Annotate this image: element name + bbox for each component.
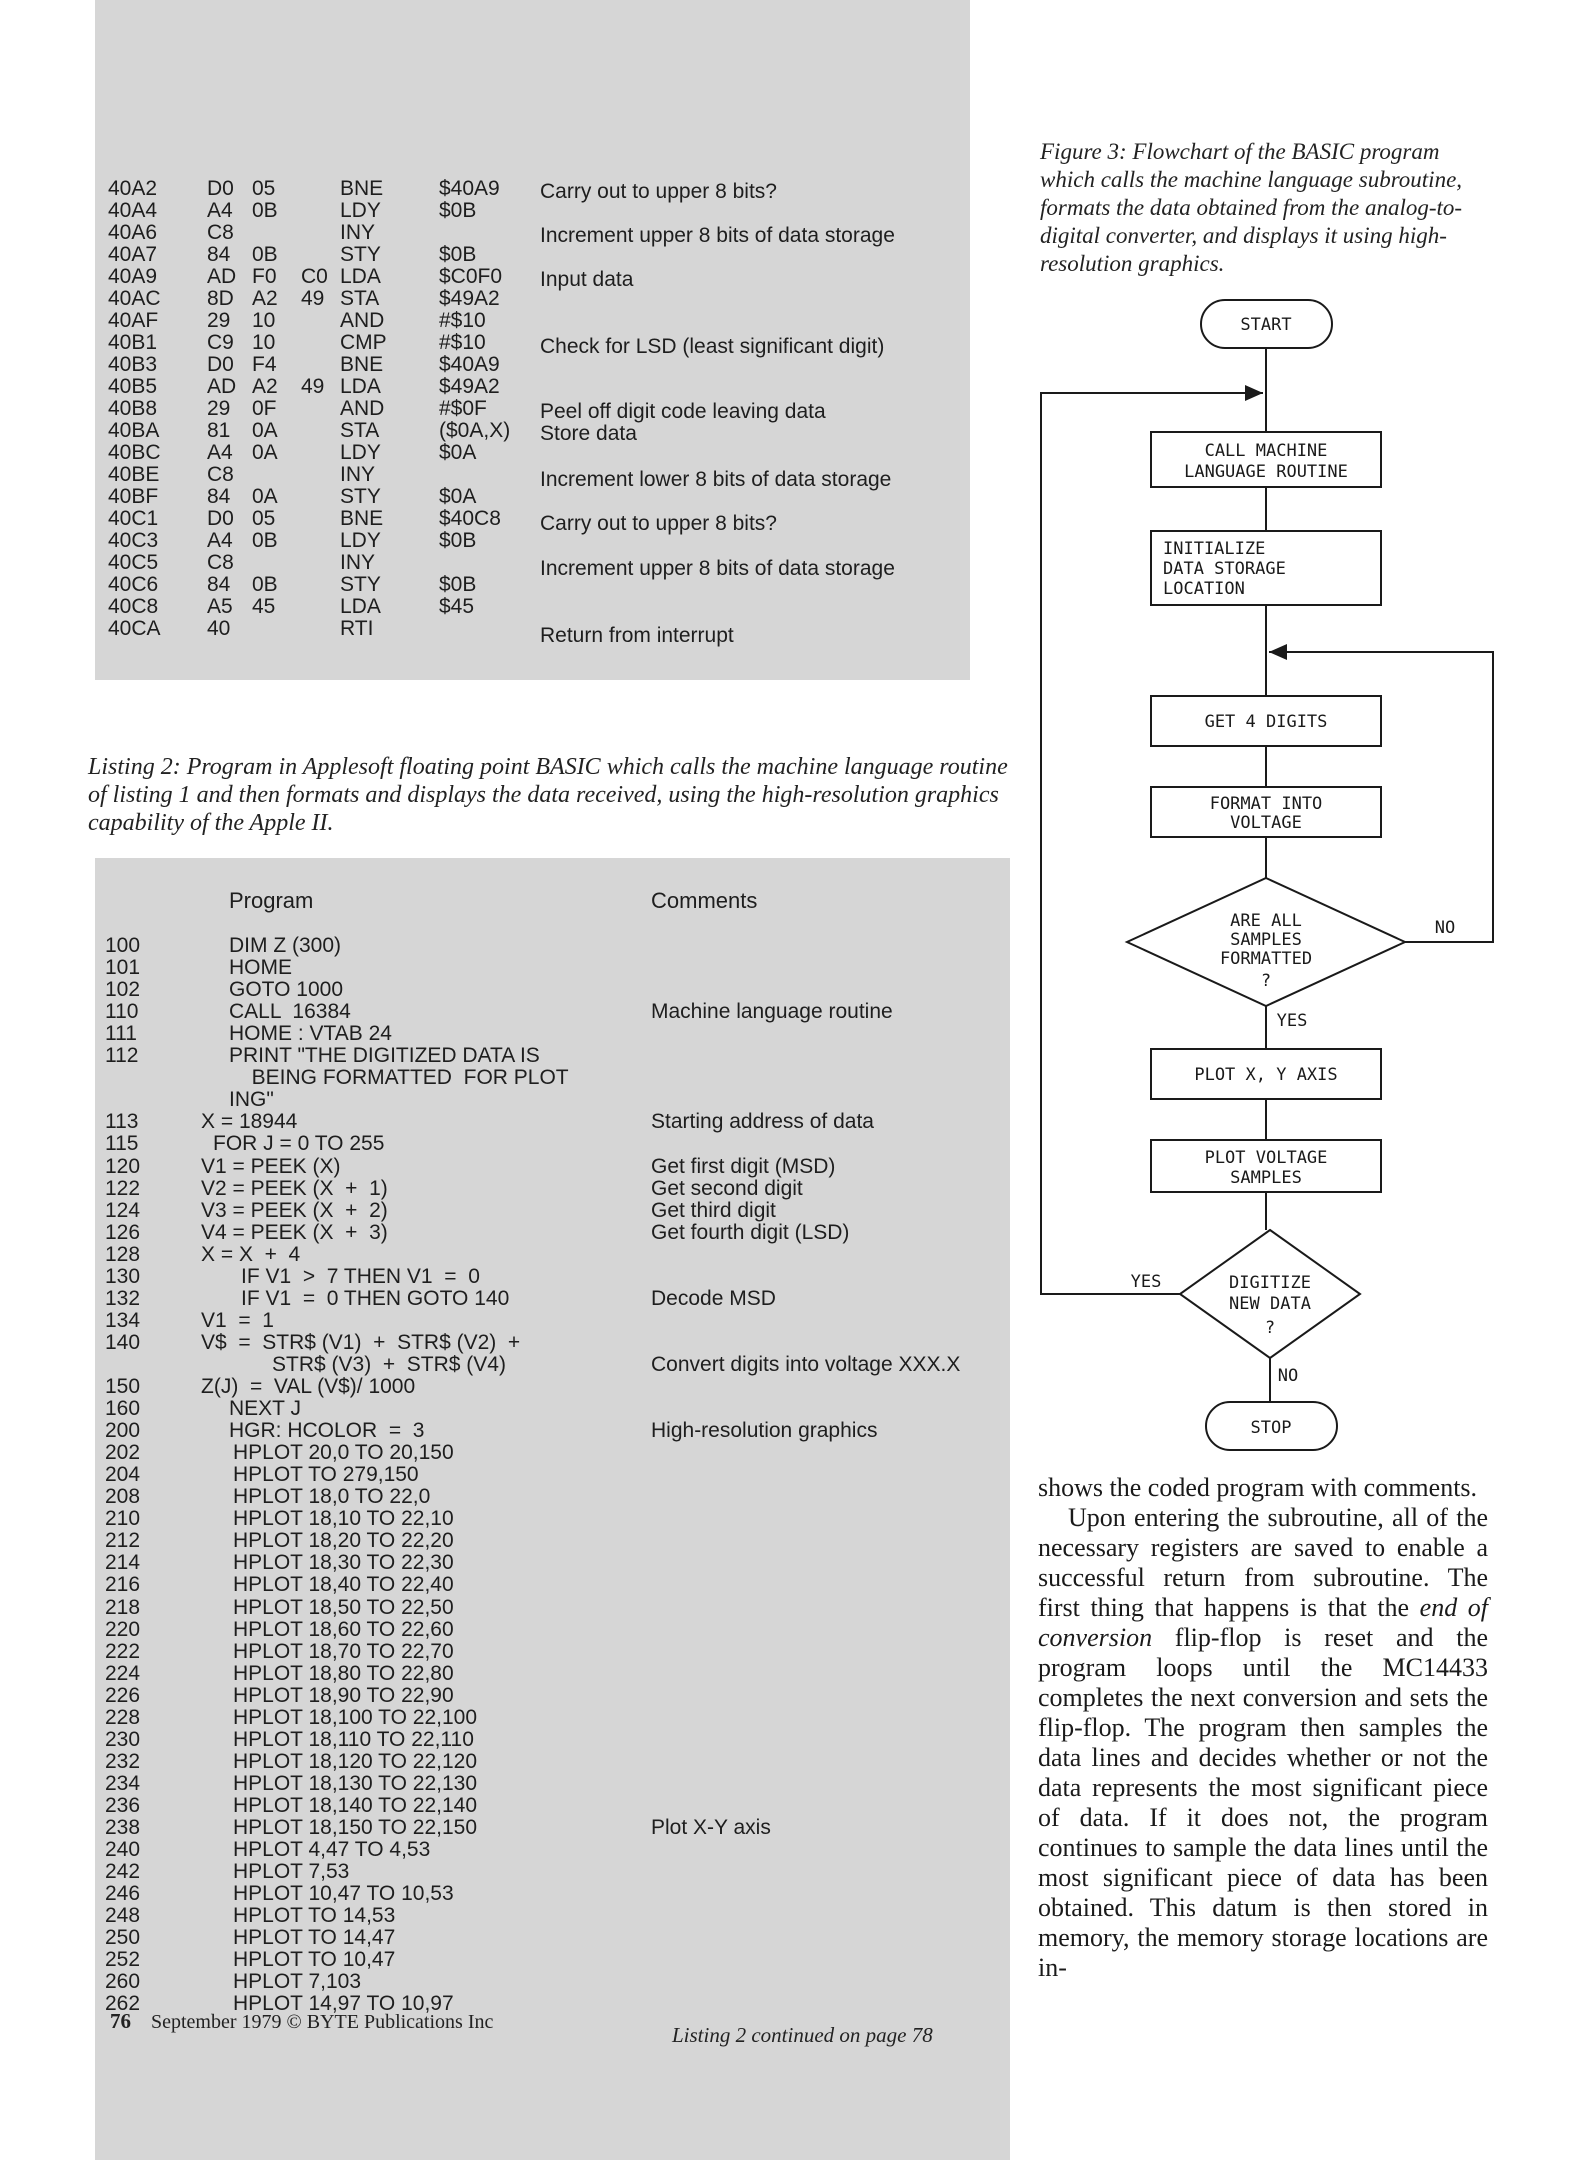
listing1-op: AND [340, 309, 385, 332]
listing1-operand: $40A9 [439, 177, 500, 200]
listing1-b2: 0B [252, 243, 278, 266]
listing1-comment: Input data [540, 268, 634, 291]
listing2-code: HPLOT 7,53 [233, 1860, 350, 1884]
call-label-2: LANGUAGE ROUTINE [1184, 462, 1348, 482]
listing1-b2: A2 [252, 375, 278, 398]
listing1-b3: C0 [301, 265, 328, 288]
listing2-code: HPLOT 18,100 TO 22,100 [233, 1705, 478, 1729]
listing2-comment: Get third digit [651, 1198, 776, 1222]
listing1-addr: 40A2 [108, 177, 158, 200]
listing2-code: HPLOT 18,40 TO 22,40 [233, 1573, 454, 1597]
listing2-code: HPLOT 18,80 TO 22,80 [233, 1661, 454, 1685]
digitize-label-1: DIGITIZE [1229, 1273, 1311, 1293]
listing1-b2: 0A [252, 485, 278, 508]
listing2-line-number: 240 [105, 1838, 141, 1862]
listing1-op: LDA [340, 375, 381, 398]
listing2-code: IF V1 = 0 THEN GOTO 140 [241, 1286, 510, 1310]
listing2-code: V4 = PEEK (X + 3) [201, 1220, 388, 1244]
body-p2-emphasis: end of conversion [1038, 1593, 1488, 1652]
listing1-comment: Check for LSD (least significant digit) [540, 335, 885, 358]
listing2-line-number: 216 [105, 1573, 141, 1597]
listing1-b1: A4 [207, 529, 233, 552]
listing1-op: BNE [340, 507, 384, 530]
listing2-code: HPLOT TO 14,53 [233, 1904, 396, 1928]
body-paragraph-1: shows the coded program with comments. [1038, 1473, 1478, 1502]
listing2-code: ING" [229, 1088, 274, 1112]
listing2-code: HPLOT 18,70 TO 22,70 [233, 1639, 454, 1663]
listing2-line-number: 100 [105, 934, 141, 957]
listing1-b1: 40 [207, 617, 231, 640]
listing1-operand: #$10 [439, 309, 486, 332]
listing2-comment: Starting address of data [651, 1110, 874, 1134]
listing2-line-number: 202 [105, 1441, 141, 1465]
body-text [1038, 1473, 1488, 1983]
decision1-yes-label: YES [1276, 1011, 1308, 1031]
listing1-b2: 05 [252, 507, 276, 530]
body-paragraph-2 [1038, 1503, 1488, 1983]
listing2-line-number: 252 [105, 1948, 141, 1972]
listing1-op: LDY [340, 441, 381, 464]
call-label-1: CALL MACHINE [1204, 441, 1328, 461]
listing2-code: HPLOT 18,150 TO 22,150 [233, 1816, 478, 1839]
decision1-label-1: ARE ALL [1230, 911, 1302, 931]
listing1-addr: 40BF [108, 485, 159, 508]
listing1-operand: $0B [439, 199, 477, 222]
listing2-line-number: 140 [105, 1330, 141, 1354]
plot-axis-label: PLOT X, Y AXIS [1194, 1065, 1338, 1085]
listing2-comment: Get second digit [651, 1176, 803, 1200]
listing1-b1: A4 [207, 441, 233, 464]
digitize-no-label: NO [1277, 1366, 1299, 1386]
listing2-comment: Plot X-Y axis [651, 1816, 771, 1839]
listing2-line-number: 226 [105, 1683, 141, 1707]
listing1-addr: 40AC [108, 287, 161, 310]
listing2-line-number: 124 [105, 1198, 141, 1222]
listing1-b1: A4 [207, 199, 233, 222]
listing1-op: BNE [340, 177, 384, 200]
flowchart [1030, 290, 1500, 1460]
listing2-code: PRINT "THE DIGITIZED DATA IS [229, 1044, 540, 1068]
listing2-code: HPLOT 18,130 TO 22,130 [233, 1771, 478, 1795]
listing1-op: STY [340, 573, 381, 596]
listing2-line-number: 246 [105, 1882, 141, 1906]
listing2-header-comments: Comments [651, 888, 758, 913]
listing2-line-number: 126 [105, 1220, 141, 1244]
listing1-b2: F4 [252, 353, 277, 376]
listing2-line-number: 250 [105, 1926, 141, 1950]
listing1-op: LDY [340, 199, 381, 222]
start-label: START [1240, 315, 1292, 335]
listing1-operand: $0B [439, 529, 477, 552]
listing1-b1: 84 [207, 243, 231, 266]
listing1-b1: 29 [207, 309, 231, 332]
listing1-op: STY [340, 485, 381, 508]
listing2-comment: Get fourth digit (LSD) [651, 1220, 850, 1244]
listing2-line-number: 160 [105, 1397, 141, 1421]
listing2-code: HPLOT TO 10,47 [233, 1948, 396, 1972]
listing2-line-number: 214 [105, 1551, 141, 1575]
listing1-comment: Increment lower 8 bits of data storage [540, 468, 892, 491]
listing1-operand: $0B [439, 243, 477, 266]
listing2-line-number: 218 [105, 1595, 141, 1619]
listing2-header-program: Program [229, 888, 314, 913]
listing2-line-number: 122 [105, 1176, 141, 1200]
listing2-code: HPLOT 7,103 [233, 1970, 362, 1994]
listing1-b1: AD [207, 265, 237, 288]
listing2-line-number: 238 [105, 1816, 141, 1839]
listing1-addr: 40CA [108, 617, 161, 640]
init-label-1: INITIALIZE [1163, 539, 1266, 559]
listing1-comment: Carry out to upper 8 bits? [540, 180, 777, 203]
listing1-op: BNE [340, 353, 384, 376]
listing2-code: HPLOT 18,60 TO 22,60 [233, 1617, 454, 1641]
init-label-2: DATA STORAGE [1163, 559, 1286, 579]
listing1-b3: 49 [301, 375, 325, 398]
listing1-addr: 40BC [108, 441, 161, 464]
listing2-code: HPLOT 10,47 TO 10,53 [233, 1882, 454, 1906]
listing2-line-number: 236 [105, 1793, 141, 1817]
listing2-code: HOME [229, 956, 292, 980]
listing2-comment: Get first digit (MSD) [651, 1154, 836, 1178]
listing1-operand: $40C8 [439, 507, 501, 530]
listing1-addr: 40A4 [108, 199, 158, 222]
listing2-line-number: 200 [105, 1419, 141, 1443]
listing2-line-number: 132 [105, 1286, 141, 1310]
listing1-operand: $C0F0 [439, 265, 503, 288]
listing2-line-number: 232 [105, 1749, 141, 1773]
footer-publication: September 1979 © BYTE Publications Inc [151, 2011, 494, 2033]
listing2-code: FOR J = 0 TO 255 [213, 1132, 385, 1156]
listing1-op: INY [340, 221, 376, 244]
listing1-addr: 40C5 [108, 551, 159, 574]
listing1-operand: $45 [439, 595, 475, 618]
listing1-comment: Carry out to upper 8 bits? [540, 512, 777, 535]
digitize-question: ? [1264, 1318, 1276, 1338]
listing1-b1: 81 [207, 419, 231, 442]
listing1-operand: $40A9 [439, 353, 500, 376]
listing2-comment: Decode MSD [651, 1286, 776, 1310]
figure3-caption: Figure 3: Flowchart of the BASIC program which calls the machine language subroutine, formats the data obtained from the analog-to-digital converter, and displays it using high-resolution graphics. [1040, 139, 1463, 276]
listing1-addr: 40C8 [108, 595, 159, 618]
listing1-op: AND [340, 397, 385, 420]
listing1-b1: D0 [207, 353, 234, 376]
listing2-code: NEXT J [229, 1397, 301, 1421]
listing2-code: Z(J) = VAL (V$)/ 1000 [201, 1375, 416, 1398]
listing2-code: V1 = PEEK (X) [201, 1154, 341, 1178]
listing2-caption-text: Program in Applesoft floating point BASIC which calls the machine language routine of listing 1 and then formats and displays the data received, using the high-resolution graphics capability of the Apple II. [88, 754, 1008, 836]
listing2-line-number: 208 [105, 1485, 141, 1509]
listing1-comment: Store data [540, 422, 637, 445]
listing1-b2: A2 [252, 287, 278, 310]
listing1-b1: C8 [207, 463, 234, 486]
listing2-code: V3 = PEEK (X + 2) [201, 1198, 388, 1222]
listing1-addr: 40B3 [108, 353, 158, 376]
listing1-b2: 0A [252, 441, 278, 464]
listing2-code: V1 = 1 [201, 1308, 274, 1332]
page-footer [110, 2009, 493, 2034]
listing2-code: V$ = STR$ (V1) + STR$ (V2) + [201, 1330, 521, 1354]
listing1-b1: 84 [207, 485, 231, 508]
listing1-b2: F0 [252, 265, 277, 288]
listing2-line-number: 222 [105, 1639, 141, 1663]
listing1-b1: D0 [207, 507, 234, 530]
listing1-operand: $0A [439, 485, 477, 508]
listing2-comment: Machine language routine [651, 1000, 893, 1024]
page-number: 76 [110, 2009, 131, 2033]
listing2-comment: Convert digits into voltage XXX.X [651, 1352, 961, 1376]
listing1-op: LDA [340, 265, 381, 288]
listing1-comment: Peel off digit code leaving data [540, 400, 826, 423]
listing1-addr: 40BE [108, 463, 160, 486]
listing1-b1: 8D [207, 287, 234, 310]
listing2-code: X = X + 4 [201, 1242, 301, 1266]
listing2-code: HPLOT TO 279,150 [233, 1463, 419, 1487]
body-p2-part-a: Upon entering the subroutine, all of the necessary registers are saved to enable a successful return from subroutine. The first thing that happens is that the [1038, 1503, 1488, 1622]
listing2-code: HPLOT 18,10 TO 22,10 [233, 1507, 454, 1531]
listing2-code: IF V1 > 7 THEN V1 = 0 [241, 1264, 480, 1288]
listing2-code: STR$ (V3) + STR$ (V4) [272, 1352, 506, 1376]
listing2-code: X = 18944 [201, 1110, 298, 1134]
listing1-comment: Increment upper 8 bits of data storage [540, 557, 895, 580]
listing1-addr: 40AF [108, 309, 159, 332]
listing1-addr: 40B5 [108, 375, 158, 398]
listing2-line-number: 262 [105, 1992, 141, 2016]
listing1-operand: ($0A,X) [439, 419, 511, 442]
listing1-addr: 40A6 [108, 221, 158, 244]
listing1-addr: 40C6 [108, 573, 159, 596]
listing2-code: HPLOT 18,50 TO 22,50 [233, 1595, 454, 1619]
body-p2-part-b: flip-flop is reset and the program loops until the MC14433 completes the next conversion and sets the flip-flop. The program then samples the data lines and decides whether or not the data represents the most significant piece of data. If it does not, the program continues to sample the data lines until the most significant piece of data has been obtained. This datum is then stored in memory, the memory storage locations are in- [1038, 1623, 1488, 1982]
listing1-b2: 45 [252, 595, 276, 618]
listing1-op: STY [340, 243, 381, 266]
listing1-b1: AD [207, 375, 237, 398]
stop-label: STOP [1250, 1418, 1292, 1438]
listing1-comment: Return from interrupt [540, 624, 734, 647]
listing1-addr: 40A7 [108, 243, 158, 266]
listing1-op: LDA [340, 595, 381, 618]
listing1-b2: 10 [252, 331, 276, 354]
listing2-line-number: 102 [105, 978, 141, 1002]
listing1-b2: 0B [252, 199, 278, 222]
listing2-code: HPLOT 18,120 TO 22,120 [233, 1749, 478, 1773]
listing2-comment: High-resolution graphics [651, 1419, 878, 1443]
listing1-addr: 40C3 [108, 529, 159, 552]
listing1-b1: A5 [207, 595, 233, 618]
listing2-line-number: 110 [105, 1000, 139, 1024]
listing1-b1: C8 [207, 551, 234, 574]
listing1-b2: 05 [252, 177, 276, 200]
listing2-line-number: 204 [105, 1463, 141, 1487]
listing2-continued-note: Listing 2 continued on page 78 [672, 2023, 933, 2047]
digitize-label-2: NEW DATA [1229, 1294, 1311, 1314]
plot-voltage-label-2: SAMPLES [1230, 1168, 1302, 1188]
listing1-op: INY [340, 463, 376, 486]
listing2-line-number: 113 [105, 1110, 139, 1134]
listing2-code: HOME : VTAB 24 [229, 1022, 392, 1046]
listing2-code: HPLOT 14,97 TO 10,97 [233, 1992, 454, 2016]
listing1-operand: $0B [439, 573, 477, 596]
listing1-addr: 40C1 [108, 507, 159, 530]
listing2-caption-label: Listing 2: [88, 754, 181, 780]
listing1-op: STA [340, 287, 380, 310]
get-digits-label: GET 4 DIGITS [1204, 712, 1328, 732]
listing1-operand: #$10 [439, 331, 486, 354]
listing1-addr: 40A9 [108, 265, 158, 288]
listing1-operand: $49A2 [439, 287, 500, 310]
listing2-line-number: 101 [105, 956, 141, 980]
decision1-no-label: NO [1434, 918, 1456, 938]
listing1-op: RTI [340, 617, 374, 640]
listing2-line-number: 120 [105, 1154, 141, 1178]
listing1-b1: D0 [207, 177, 234, 200]
listing2-code: HPLOT 18,110 TO 22,110 [233, 1727, 474, 1751]
init-label-3: LOCATION [1163, 579, 1245, 599]
plot-voltage-label-1: PLOT VOLTAGE [1204, 1148, 1328, 1168]
listing2-line-number: 224 [105, 1661, 141, 1685]
format-label-2: VOLTAGE [1230, 813, 1302, 833]
listing2-line-number: 228 [105, 1705, 141, 1729]
listing1-comment: Increment upper 8 bits of data storage [540, 224, 895, 247]
listing2-code: HPLOT 4,47 TO 4,53 [233, 1838, 431, 1862]
listing2-code: HPLOT 18,90 TO 22,90 [233, 1683, 454, 1707]
listing2-line-number: 150 [105, 1375, 141, 1398]
listing1-b2: 0A [252, 419, 278, 442]
listing2-line-number: 134 [105, 1308, 141, 1332]
digitize-yes-label: YES [1130, 1272, 1162, 1292]
listing2-code: HPLOT 18,20 TO 22,20 [233, 1529, 454, 1553]
listing2-code: HPLOT 18,140 TO 22,140 [233, 1793, 478, 1817]
listing1-operand: #$0F [439, 397, 487, 420]
listing2-code: GOTO 1000 [229, 978, 344, 1002]
listing2-line-number: 242 [105, 1860, 141, 1884]
decision1-label-2: SAMPLES [1230, 930, 1302, 950]
listing2-line-number: 234 [105, 1771, 141, 1795]
listing1-addr: 40BA [108, 419, 160, 442]
format-label-1: FORMAT INTO [1209, 794, 1323, 814]
listing1-b1: 84 [207, 573, 231, 596]
listing1-b2: 0F [252, 397, 277, 420]
listing2-line-number: 210 [105, 1507, 141, 1531]
listing1-addr: 40B1 [108, 331, 158, 354]
listing2-line-number: 111 [105, 1022, 137, 1046]
listing2-line-number: 115 [105, 1132, 139, 1156]
listing1-b1: 29 [207, 397, 231, 420]
listing1-b2: 10 [252, 309, 276, 332]
decision1-label-3: FORMATTED [1219, 949, 1313, 969]
listing1-operand: $0A [439, 441, 477, 464]
listing2-code: HGR: HCOLOR = 3 [229, 1419, 425, 1443]
listing1-addr: 40B8 [108, 397, 158, 420]
listing1-b1: C8 [207, 221, 234, 244]
listing1-op: CMP [340, 331, 387, 354]
listing2-line-number: 230 [105, 1727, 141, 1751]
listing2-code: HPLOT 18,0 TO 22,0 [233, 1485, 431, 1509]
listing1-operand: $49A2 [439, 375, 500, 398]
listing1-b3: 49 [301, 287, 325, 310]
listing2-code: HPLOT TO 14,47 [233, 1926, 396, 1950]
listing1-op: INY [340, 551, 376, 574]
listing2-code: HPLOT 18,30 TO 22,30 [233, 1551, 454, 1575]
listing1-op: STA [340, 419, 380, 442]
listing2-line-number: 128 [105, 1242, 141, 1266]
listing2-code: CALL 16384 [229, 1000, 351, 1024]
listing2-code: V2 = PEEK (X + 1) [201, 1176, 388, 1200]
listing2-line-number: 130 [105, 1264, 141, 1288]
listing1-op: LDY [340, 529, 381, 552]
listing2-line-number: 248 [105, 1904, 141, 1928]
listing2-code: DIM Z (300) [229, 934, 342, 957]
listing2-caption [88, 753, 1018, 837]
listing2-code: HPLOT 20,0 TO 20,150 [233, 1441, 454, 1465]
listing2-line-number: 112 [105, 1044, 139, 1068]
listing2-line-number: 260 [105, 1970, 141, 1994]
decision1-question: ? [1260, 971, 1272, 991]
listing1-b2: 0B [252, 529, 278, 552]
listing2-code: BEING FORMATTED FOR PLOT [240, 1066, 569, 1090]
listing1-b1: C9 [207, 331, 234, 354]
listing2-line-number: 220 [105, 1617, 141, 1641]
listing2-line-number: 212 [105, 1529, 141, 1553]
listing1-b2: 0B [252, 573, 278, 596]
